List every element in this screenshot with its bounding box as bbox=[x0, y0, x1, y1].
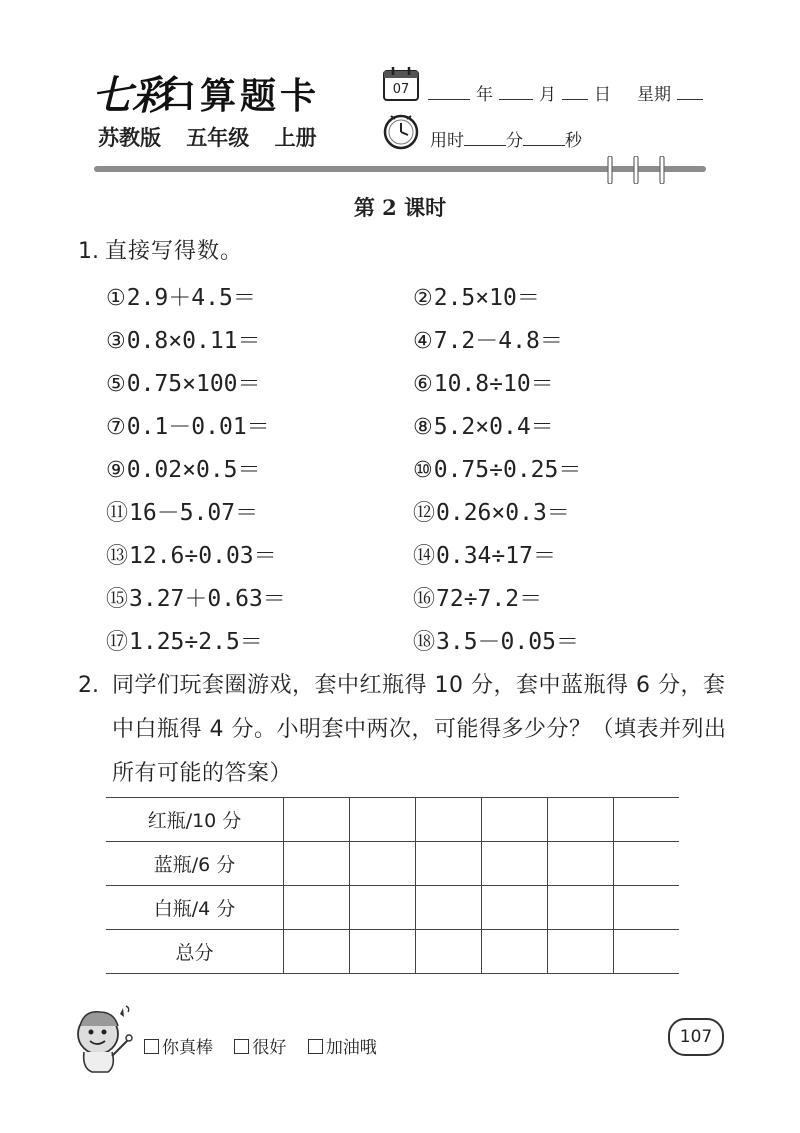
checkbox-icon[interactable] bbox=[308, 1039, 323, 1054]
item-expression: 0.1－0.01＝ bbox=[126, 414, 270, 440]
item-expression: 10.8÷10＝ bbox=[433, 371, 554, 397]
item-marker: ⑩ bbox=[413, 458, 433, 483]
brand-logo-first: 七彩 bbox=[92, 72, 172, 119]
item-expression: 16－5.07＝ bbox=[129, 500, 259, 526]
arith-item bbox=[413, 322, 563, 355]
item-marker: ⑥ bbox=[413, 372, 433, 397]
rating-good[interactable] bbox=[234, 1038, 286, 1058]
binder-ring-icon bbox=[659, 156, 665, 184]
month-blank[interactable] bbox=[499, 83, 533, 100]
item-marker: ⑦ bbox=[106, 415, 126, 440]
table-cell[interactable] bbox=[614, 798, 680, 842]
arith-item bbox=[413, 408, 554, 441]
arith-item bbox=[106, 365, 261, 398]
month-label: 月 bbox=[539, 85, 556, 105]
rating-label: 加油哦 bbox=[325, 1038, 377, 1058]
table-cell[interactable] bbox=[416, 842, 482, 886]
item-marker: ⑱ bbox=[413, 630, 436, 655]
year-label: 年 bbox=[476, 85, 493, 105]
time-fill-row bbox=[430, 126, 582, 151]
brand-title: 口算题卡 bbox=[160, 76, 321, 117]
table-row bbox=[106, 930, 679, 974]
table-cell[interactable] bbox=[350, 886, 416, 930]
item-expression: 7.2－4.8＝ bbox=[433, 328, 563, 354]
item-expression: 2.9＋4.5＝ bbox=[126, 285, 256, 311]
item-expression: 0.75×100＝ bbox=[126, 371, 261, 397]
table-cell[interactable] bbox=[548, 886, 614, 930]
row-label-blue: 蓝瓶/6 分 bbox=[106, 842, 284, 886]
item-expression: 0.34÷17＝ bbox=[436, 543, 556, 569]
weekday-blank[interactable] bbox=[677, 83, 703, 100]
table-cell[interactable] bbox=[482, 842, 548, 886]
question-2-number: 2. bbox=[78, 673, 99, 698]
table-cell[interactable] bbox=[284, 842, 350, 886]
item-expression: 2.5×10＝ bbox=[433, 285, 540, 311]
time-used-label: 用时 bbox=[430, 131, 464, 151]
table-cell[interactable] bbox=[548, 842, 614, 886]
edition-volume: 上册 bbox=[274, 126, 317, 150]
table-cell[interactable] bbox=[614, 842, 680, 886]
rating-label: 你真棒 bbox=[162, 1038, 213, 1058]
arith-item bbox=[106, 494, 258, 527]
arith-item bbox=[413, 494, 570, 527]
rating-great[interactable] bbox=[144, 1038, 213, 1058]
question-2-text: 同学们玩套圈游戏，套中红瓶得 10 分，套中蓝瓶得 6 分，套中白瓶得 4 分。小明套中两次，可能得多少分？（填表并列出所有可能的答案） bbox=[112, 673, 727, 786]
item-marker: ⑫ bbox=[413, 501, 436, 526]
minutes-label: 分 bbox=[506, 131, 523, 151]
table-cell[interactable] bbox=[416, 886, 482, 930]
item-marker: ⑰ bbox=[106, 630, 129, 655]
arith-item bbox=[413, 451, 581, 484]
table-cell[interactable] bbox=[482, 798, 548, 842]
calendar-day: 07 bbox=[392, 82, 410, 97]
seconds-label: 秒 bbox=[565, 131, 582, 151]
arith-item bbox=[413, 365, 554, 398]
minutes-blank[interactable] bbox=[464, 129, 506, 146]
item-expression: 3.27＋0.63＝ bbox=[129, 586, 286, 612]
arith-item bbox=[106, 451, 261, 484]
item-expression: 72÷7.2＝ bbox=[436, 586, 543, 612]
item-expression: 5.2×0.4＝ bbox=[433, 414, 554, 440]
binder-ring-icon bbox=[607, 156, 613, 184]
seconds-blank[interactable] bbox=[523, 129, 565, 146]
item-marker: ② bbox=[413, 286, 433, 311]
item-marker: ⑧ bbox=[413, 415, 433, 440]
self-rating bbox=[144, 1033, 393, 1058]
item-expression: 0.26×0.3＝ bbox=[436, 500, 570, 526]
table-cell[interactable] bbox=[350, 930, 416, 974]
binder-ring-icon bbox=[633, 156, 639, 184]
table-cell[interactable] bbox=[350, 842, 416, 886]
item-marker: ③ bbox=[106, 329, 126, 354]
rating-keep-going[interactable] bbox=[308, 1038, 377, 1058]
item-expression: 1.25÷2.5＝ bbox=[129, 629, 263, 655]
item-expression: 3.5－0.05＝ bbox=[436, 629, 579, 655]
table-cell[interactable] bbox=[482, 930, 548, 974]
item-marker: ④ bbox=[413, 329, 433, 354]
table-cell[interactable] bbox=[350, 798, 416, 842]
item-marker: ⑪ bbox=[106, 501, 129, 526]
arith-item bbox=[106, 623, 263, 656]
question-1-number: 1. bbox=[78, 239, 99, 264]
table-cell[interactable] bbox=[614, 930, 680, 974]
rating-label: 很好 bbox=[252, 1038, 287, 1058]
score-table bbox=[106, 797, 679, 974]
item-marker: ⑭ bbox=[413, 544, 436, 569]
item-expression: 0.8×0.11＝ bbox=[126, 328, 261, 354]
edition-publisher: 苏教版 bbox=[98, 126, 161, 150]
checkbox-icon[interactable] bbox=[144, 1039, 159, 1054]
item-marker: ⑯ bbox=[413, 587, 436, 612]
item-marker: ⑬ bbox=[106, 544, 129, 569]
item-expression: 0.02×0.5＝ bbox=[126, 457, 261, 483]
row-label-total: 总分 bbox=[106, 930, 284, 974]
lesson-title: 第 2 课时 bbox=[353, 195, 447, 220]
year-blank[interactable] bbox=[428, 83, 470, 100]
table-row bbox=[106, 886, 679, 930]
day-label: 日 bbox=[594, 85, 611, 105]
arith-item bbox=[413, 580, 542, 613]
mascot-icon bbox=[70, 1002, 136, 1074]
table-cell[interactable] bbox=[548, 930, 614, 974]
table-cell[interactable] bbox=[416, 930, 482, 974]
day-blank[interactable] bbox=[562, 83, 588, 100]
item-marker: ⑨ bbox=[106, 458, 126, 483]
arith-item bbox=[106, 537, 277, 570]
edition-grade: 五年级 bbox=[186, 126, 250, 150]
page-number: 107 bbox=[668, 1018, 724, 1056]
item-marker: ⑮ bbox=[106, 587, 129, 612]
table-cell[interactable] bbox=[284, 886, 350, 930]
table-row bbox=[106, 842, 679, 886]
arith-item bbox=[413, 537, 556, 570]
checkbox-icon[interactable] bbox=[234, 1039, 249, 1054]
table-cell[interactable] bbox=[614, 886, 680, 930]
arith-item bbox=[106, 580, 286, 613]
table-cell[interactable] bbox=[482, 886, 548, 930]
weekday-label: 星期 bbox=[637, 85, 671, 105]
arith-item bbox=[106, 279, 256, 312]
arith-item bbox=[106, 322, 261, 355]
table-cell[interactable] bbox=[416, 798, 482, 842]
question-1-heading bbox=[78, 230, 243, 274]
item-marker: ① bbox=[106, 286, 126, 311]
arith-item bbox=[413, 623, 579, 656]
item-expression: 0.75÷0.25＝ bbox=[433, 457, 582, 483]
calendar-icon bbox=[382, 66, 420, 102]
table-cell[interactable] bbox=[548, 798, 614, 842]
arith-item bbox=[413, 279, 540, 312]
table-row bbox=[106, 798, 679, 842]
edition-info bbox=[98, 122, 335, 152]
table-cell[interactable] bbox=[284, 798, 350, 842]
item-expression: 12.6÷0.03＝ bbox=[129, 543, 277, 569]
header-divider bbox=[94, 166, 706, 172]
question-1-instruction: 直接写得数。 bbox=[105, 239, 244, 264]
row-label-red: 红瓶/10 分 bbox=[106, 798, 284, 842]
row-label-white: 白瓶/4 分 bbox=[106, 886, 284, 930]
date-fill-row bbox=[428, 80, 703, 105]
clock-icon bbox=[382, 112, 420, 150]
item-marker: ⑤ bbox=[106, 372, 126, 397]
table-cell[interactable] bbox=[284, 930, 350, 974]
arith-item bbox=[106, 408, 270, 441]
